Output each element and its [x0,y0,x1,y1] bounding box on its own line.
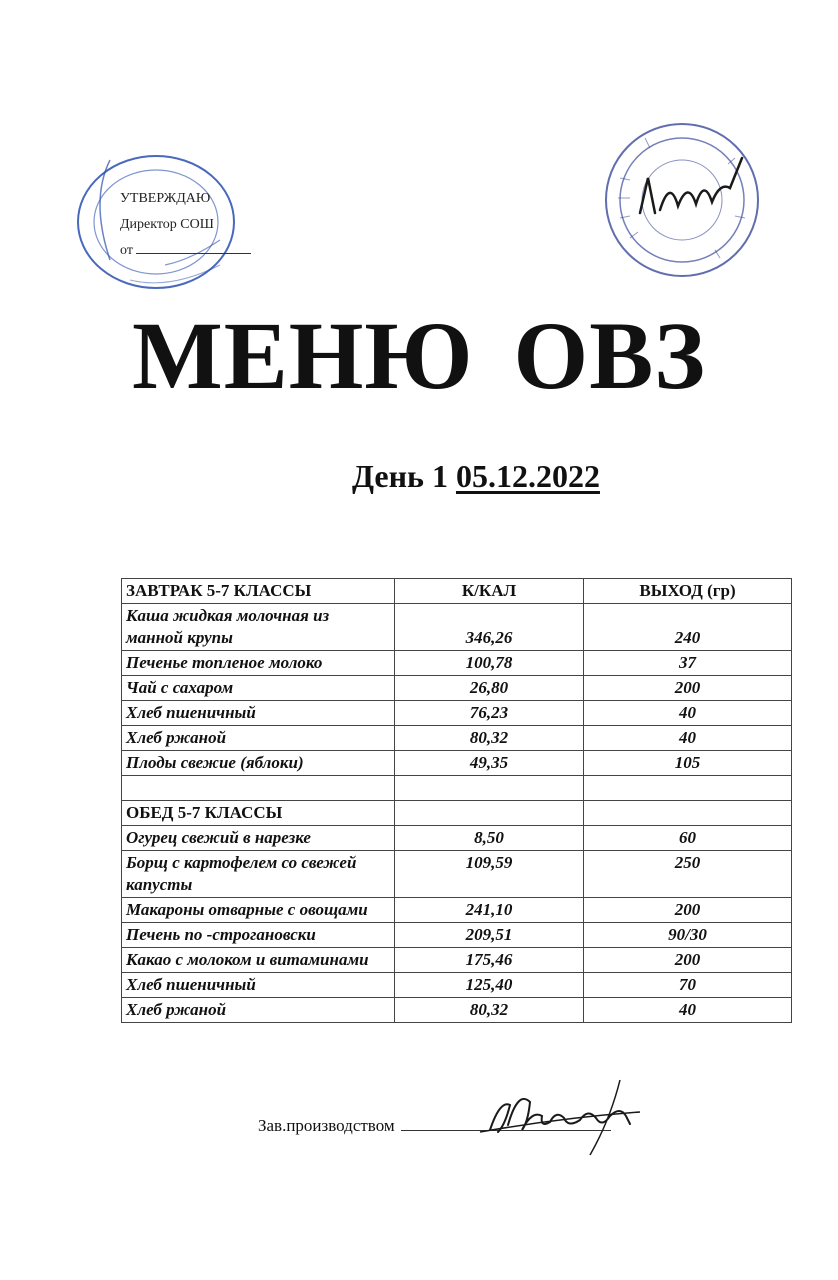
approval-block [120,186,251,264]
breakfast-row [122,701,792,726]
dish-name: Какао с молоком и витаминами [122,948,395,973]
dish-output: 250 [584,851,792,898]
dish-name: Хлеб ржаной [122,998,395,1023]
lunch-row [122,923,792,948]
dish-name: Хлеб ржаной [122,726,395,751]
approval-date-row [120,238,251,264]
lunch-row [122,826,792,851]
breakfast-row [122,751,792,776]
dish-name: Плоды свежие (яблоки) [122,751,395,776]
dish-output: 200 [584,898,792,923]
lunch-row [122,898,792,923]
day-date: 05.12.2022 [455,458,600,494]
dish-kcal: 80,32 [395,726,584,751]
approval-label: УТВЕРЖДАЮ [120,191,211,206]
empty-cell [395,776,584,801]
menu-table-body [122,579,792,1023]
lunch-row [122,851,792,898]
title-word-menu: МЕНЮ [132,302,474,409]
dish-output: 240 [584,604,792,651]
dish-kcal: 26,80 [395,676,584,701]
dish-output: 200 [584,676,792,701]
lunch-header: ОБЕД 5-7 КЛАССЫ [122,801,395,826]
production-head-signature [470,1070,650,1160]
dish-kcal: 109,59 [395,851,584,898]
dish-output: 40 [584,998,792,1023]
dish-output: 70 [584,973,792,998]
breakfast-row [122,651,792,676]
dish-kcal: 175,46 [395,948,584,973]
output-header: ВЫХОД (гр) [584,579,792,604]
empty-cell [395,801,584,826]
dish-kcal: 125,40 [395,973,584,998]
day-label: День 1 [352,458,448,494]
dish-kcal: 80,32 [395,998,584,1023]
breakfast-header: ЗАВТРАК 5-7 КЛАССЫ [122,579,395,604]
breakfast-row [122,726,792,751]
dish-kcal: 241,10 [395,898,584,923]
dish-kcal: 76,23 [395,701,584,726]
dish-name: Печенье топленое молоко [122,651,395,676]
approval-position: Директор СОШ [120,217,214,232]
dish-output: 200 [584,948,792,973]
school-seal-stamp [600,118,765,283]
lunch-header-row [122,801,792,826]
dish-kcal: 100,78 [395,651,584,676]
dish-kcal: 346,26 [395,604,584,651]
dish-output: 60 [584,826,792,851]
empty-cell [122,776,395,801]
lunch-row [122,998,792,1023]
lunch-row [122,973,792,998]
approval-from-label: от [120,243,133,258]
dish-output: 37 [584,651,792,676]
dish-name: Хлеб пшеничный [122,973,395,998]
dish-output: 105 [584,751,792,776]
dish-kcal: 8,50 [395,826,584,851]
dish-output: 90/30 [584,923,792,948]
breakfast-row [122,604,792,651]
dish-name: Чай с сахаром [122,676,395,701]
lunch-row [122,948,792,973]
footer-label: Зав.производством [258,1116,395,1135]
title-word-ovz: ОВЗ [513,302,706,409]
dish-name: Борщ с картофелем со свежей капусты [122,851,395,898]
dish-kcal: 49,35 [395,751,584,776]
dish-name: Каша жидкая молочная из манной крупы [122,604,395,651]
seal-handwriting [640,158,742,213]
dish-output: 40 [584,701,792,726]
dish-name: Хлеб пшеничный [122,701,395,726]
kcal-header: К/КАЛ [395,579,584,604]
menu-table [121,578,792,1023]
page-title [0,300,838,411]
empty-row [122,776,792,801]
empty-cell [584,776,792,801]
dish-output: 40 [584,726,792,751]
breakfast-row [122,676,792,701]
dish-name: Огурец свежий в нарезке [122,826,395,851]
table-header-row [122,579,792,604]
dish-name: Печень по -строгановски [122,923,395,948]
day-heading [352,458,600,495]
approval-date-line [136,239,251,254]
dish-kcal: 209,51 [395,923,584,948]
dish-name: Макароны отварные с овощами [122,898,395,923]
empty-cell [584,801,792,826]
